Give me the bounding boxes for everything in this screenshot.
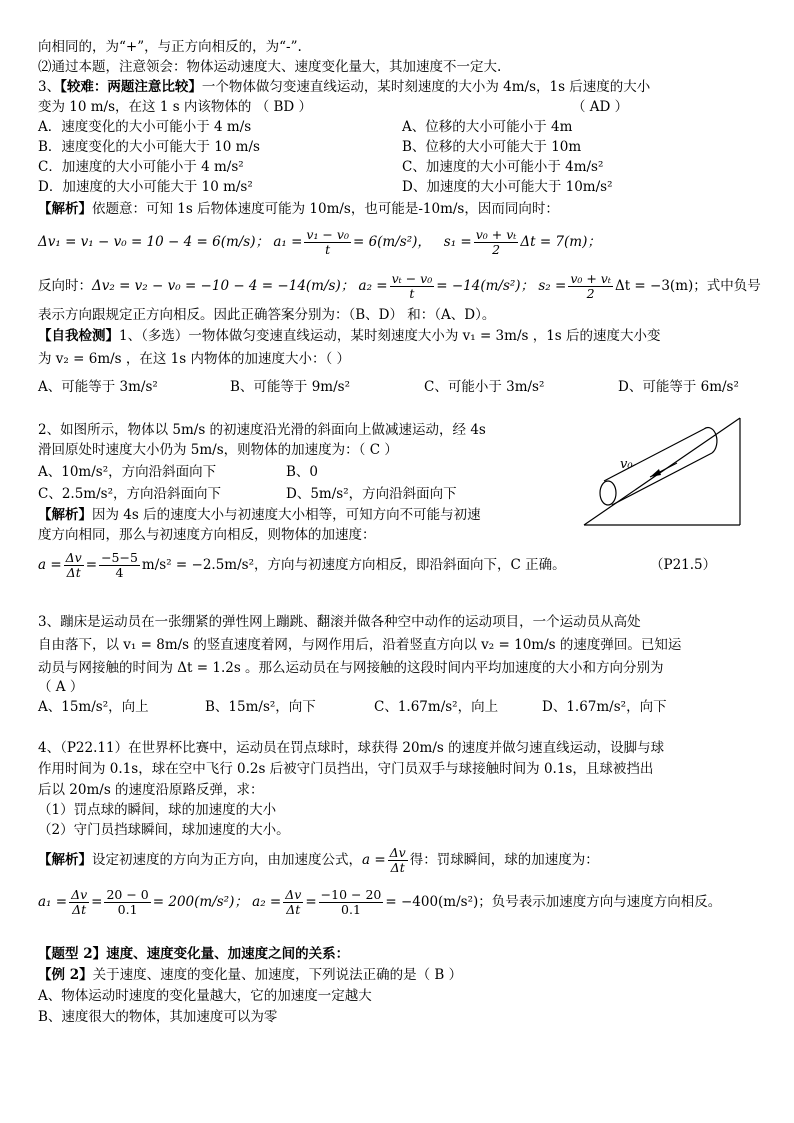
frac-num: −10 − 20 — [320, 887, 382, 902]
q4-sub-1: （1）罚点球的瞬间，球的加速度的大小 — [38, 802, 277, 818]
cylinder-end — [600, 481, 616, 505]
self-test-line-1 — [38, 327, 661, 345]
q3-eq-a2-frac — [390, 272, 435, 301]
q3-eq-a1-rhs: = 6(m/s²)， — [352, 234, 431, 250]
q4-equations — [38, 886, 721, 918]
self-test-line-2: 为 v₂ = 6m/s ，在这 1s 内物体的加速度大小：（ ） — [38, 351, 351, 367]
q2-analysis-tag: 【解析】 — [38, 507, 92, 523]
q4-eq-a1-frac-2 — [104, 888, 150, 917]
frac-den: Δt — [66, 565, 81, 580]
frac-den: 4 — [115, 565, 124, 580]
velocity-arrow-head — [650, 469, 661, 477]
type-2-title: 【题型 2】速度、速度变化量、加速度之间的关系： — [38, 946, 350, 962]
q3-tag: 【较难：两题注意比较】 — [60, 79, 202, 95]
q3b-option-a: A、15m/s²，向上 — [38, 699, 149, 715]
cylinder-far-end — [704, 428, 717, 453]
frac-num: −5−5 — [101, 550, 138, 565]
q3-option-right-b: B、位移的大小可能大于 10m — [402, 139, 582, 155]
q3-eq-s2-rhs: Δt = −3(m)；式中负号 — [614, 278, 761, 294]
q2-analysis-text: 因为 4s 后的速度大小与初速度大小相等，可知方向不可能与初速 — [92, 507, 481, 523]
q3-analysis-end: 表示方向跟规定正方向相反。因此正确答案分别为：（B、D） 和：（A、D）。 — [38, 307, 496, 323]
q4-eq-a2-frac-2 — [319, 888, 384, 917]
q4-line-2: 作用时间为 0.1s，球在空中飞行 0.2s 后被守门员挡出，守门员双手与球接触时间为 0.1s，且球被挡出 — [38, 761, 654, 777]
q3-option-left-a: A．速度变化的大小可能小于 4 m/s — [38, 119, 252, 135]
q3-analysis-tag: 【解析】 — [38, 201, 92, 217]
incline-diagram — [584, 418, 740, 525]
q2-analysis-line-2: 度方向相同，那么与初速度方向相反，则物体的加速度： — [38, 527, 376, 543]
incline-figure — [582, 413, 772, 538]
q3-option-left-c: C．加速度的大小可能小于 4 m/s² — [38, 159, 244, 175]
q3-eq-a2-rhs: = −14(m/s²)； — [436, 278, 535, 294]
q2-page-ref: （P21.5） — [650, 557, 717, 573]
q2-analysis-line-1 — [38, 506, 481, 524]
frac-num: Δv — [285, 887, 302, 902]
q3-option-left-d: D．加速度的大小可能大于 10 m/s² — [38, 179, 253, 195]
q3b-line-1: 3、蹦床是运动员在一张绷紧的弹性网上蹦跳、翻滚并做各种空中动作的运动项目，一个运动员从高处 — [38, 614, 641, 630]
q3-number: 3、 — [38, 79, 61, 95]
q2-stem-line-1: 2、如图所示，物体以 5m/s 的初速度沿光滑的斜面向上做减速运动，经 4s — [38, 422, 486, 438]
q3-eq-s1-lhs: s₁ = — [443, 234, 472, 250]
q3-stem-line-2: 变为 10 m/s，在这 1 s 内该物体的 （ BD ） — [38, 99, 313, 115]
q3-eq-a1-lhs: a₁ = — [273, 234, 303, 250]
example-2-option-b: B、速度很大的物体，其加速度可以为零 — [38, 1009, 278, 1025]
q4-analysis-text-end: 得：罚球瞬间，球的加速度为： — [409, 852, 599, 868]
q2-stem-line-2: 滑回原处时速度大小仍为 5m/s，则物体的加速度为：（ C ） — [38, 442, 398, 458]
q3-eq-s2-lhs: s₂ = — [538, 278, 567, 294]
q3-eq-a1-frac — [304, 228, 351, 257]
frac-den: t — [325, 242, 331, 257]
q4-eq-a2-equals: = — [305, 894, 317, 910]
frac-den: 2 — [492, 242, 501, 257]
self-test-text: 1、（多选）一物体做匀变速直线运动，某时刻速度大小为 v₁ = 3m/s ，1s 后的速度大小变 — [119, 328, 661, 344]
frac-num: v₀ + vₜ — [475, 227, 517, 242]
q3-answer-2: （ AD ） — [572, 99, 629, 115]
q3-eq-dv2: Δv₂ = v₂ − v₀ = −10 − 4 = −14(m/s)； — [92, 278, 355, 294]
q4-eq-a1-lhs: a₁ = — [38, 894, 68, 910]
q3b-option-b: B、15m/s²，向下 — [205, 699, 316, 715]
frac-num: Δv — [389, 845, 406, 860]
frac-den: 0.1 — [117, 902, 138, 917]
self-test-tag: 【自我检测】 — [38, 328, 119, 344]
frac-den: Δt — [72, 902, 87, 917]
q4-line-3: 后以 20m/s 的速度沿原路反弹，求： — [38, 782, 264, 798]
q4-eq-a2-frac-1 — [283, 888, 303, 917]
frac-num: Δv — [65, 550, 82, 565]
frac-den: 0.1 — [341, 902, 361, 917]
q3-stem-line-1 — [38, 78, 650, 96]
frac-num: 20 − 0 — [106, 887, 149, 902]
q4-eq-a1-equals: = — [91, 894, 103, 910]
q3b-line-2: 自由落下，以 v₁ = 8m/s 的竖直速度着网，与网作用后，沿着竖直方向以 v₂ = 10m/s 的速度弹回。已知运 — [38, 637, 682, 653]
q2-option-d: D、5m/s²，方向沿斜面向下 — [286, 486, 457, 502]
q3-eq-s1-frac — [474, 228, 519, 257]
q3-eq-a2-lhs: a₂ = — [358, 278, 388, 294]
frac-den: t — [409, 286, 415, 301]
q4-analysis-text: 设定初速度的方向为正方向，由加速度公式， — [92, 852, 362, 868]
intro-line-1: 向相同的，为“+”，与正方向相反的，为“-”. — [38, 39, 302, 55]
q3b-line-4: （ A ） — [38, 679, 84, 695]
q4-line-1: 4、（P22.11）在世界杯比赛中，运动员在罚点球时，球获得 20m/s 的速度并做匀速直线运动，设脚与球 — [38, 740, 665, 756]
incline-slope — [584, 418, 740, 525]
self-test-option-a: A、可能等于 3m/s² — [38, 379, 158, 395]
q4-analysis-line-1 — [38, 844, 599, 876]
q4-analysis-tag: 【解析】 — [38, 852, 92, 868]
q2-option-c: C、2.5m/s²，方向沿斜面向下 — [38, 486, 221, 502]
intro-line-2: ⑵通过本题，注意领会：物体运动速度大、速度变化量大，其加速度不一定大. — [38, 59, 502, 75]
frac-den: Δt — [390, 860, 405, 875]
q3-eq-s1-rhs: Δt = 7(m)； — [520, 234, 601, 250]
frac-den: 2 — [586, 286, 595, 301]
q4-eq-a2-lhs: a₂ = — [252, 894, 282, 910]
q2-option-b: B、0 — [286, 464, 319, 480]
q3-eq-dv1: Δv₁ = v₁ − v₀ = 10 − 4 = 6(m/s)； — [38, 234, 270, 250]
q4-formula-frac — [388, 846, 408, 875]
q3-eq-s2-frac — [568, 272, 613, 301]
frac-num: Δv — [71, 887, 88, 902]
q2-eq-equals: = — [85, 557, 98, 573]
q3-analysis-text: 依题意：可知 1s 后物体速度可能为 10m/s，也可能是-10m/s，因而同向时： — [92, 201, 559, 217]
frac-den: Δt — [286, 902, 301, 917]
self-test-option-b: B、可能等于 9m/s² — [230, 379, 350, 395]
example-2-option-a: A、物体运动时速度的变化量越大，它的加速度一定越大 — [38, 988, 372, 1004]
q3b-line-3: 动员与网接触的时间为 Δt = 1.2s 。那么运动员在与网接触的这段时间内平均加速度的大小和方向分别为 — [38, 660, 664, 676]
q4-eq-a1-frac-1 — [69, 888, 89, 917]
frac-num: vₜ − v₀ — [391, 271, 433, 286]
example-2-tag: 【例 2】 — [38, 967, 93, 983]
q2-equation — [38, 549, 566, 581]
self-test-option-d: D、可能等于 6m/s² — [618, 379, 739, 395]
q3-option-right-a: A、位移的大小可能小于 4m — [402, 119, 573, 135]
example-2-text: 关于速度、速度的变化量、加速度，下列说法正确的是（ B ） — [92, 967, 463, 983]
q4-eq-a1-result: = 200(m/s²)； — [152, 894, 248, 910]
q3-equation-line-1 — [38, 226, 601, 258]
q2-option-a: A、10m/s²，方向沿斜面向下 — [38, 464, 217, 480]
q4-sub-2: （2）守门员挡球瞬间，球加速度的大小。 — [38, 822, 290, 838]
q4-eq-a2-result: = −400(m/s²)；负号表示加速度方向与速度方向相反。 — [385, 894, 722, 910]
q3-reverse-label: 反向时： — [38, 278, 92, 294]
frac-num: v₁ − v₀ — [306, 227, 349, 242]
q2-eq-frac-1 — [64, 551, 84, 580]
q3-analysis-line-1 — [38, 200, 559, 218]
q3b-option-d: D、1.67m/s²，向下 — [542, 699, 667, 715]
q3-equation-line-2 — [38, 270, 761, 302]
q3-stem-a: 一个物体做匀变速直线运动，某时刻速度的大小为 4m/s，1s 后速度的大小 — [201, 79, 651, 95]
cylinder-top-edge — [604, 429, 704, 481]
q2-eq-lhs: a = — [38, 557, 62, 573]
frac-num: v₀ + vₜ — [570, 271, 611, 286]
q3b-option-c: C、1.67m/s²，向上 — [374, 699, 499, 715]
q4-formula-lhs: a = — [362, 852, 386, 868]
q3-option-right-d: D、加速度的大小可能大于 10m/s² — [402, 179, 613, 195]
v0-label: v₀ — [620, 457, 633, 472]
example-2-line — [38, 966, 462, 984]
q2-eq-frac-2 — [99, 551, 140, 580]
q3-option-left-b: B．速度变化的大小可能大于 10 m/s — [38, 139, 260, 155]
q2-eq-result: m/s² = −2.5m/s²，方向与初速度方向相反，即沿斜面向下，C 正确。 — [141, 557, 566, 573]
q3-option-right-c: C、加速度的大小可能小于 4m/s² — [402, 159, 604, 175]
self-test-option-c: C、可能小于 3m/s² — [424, 379, 545, 395]
